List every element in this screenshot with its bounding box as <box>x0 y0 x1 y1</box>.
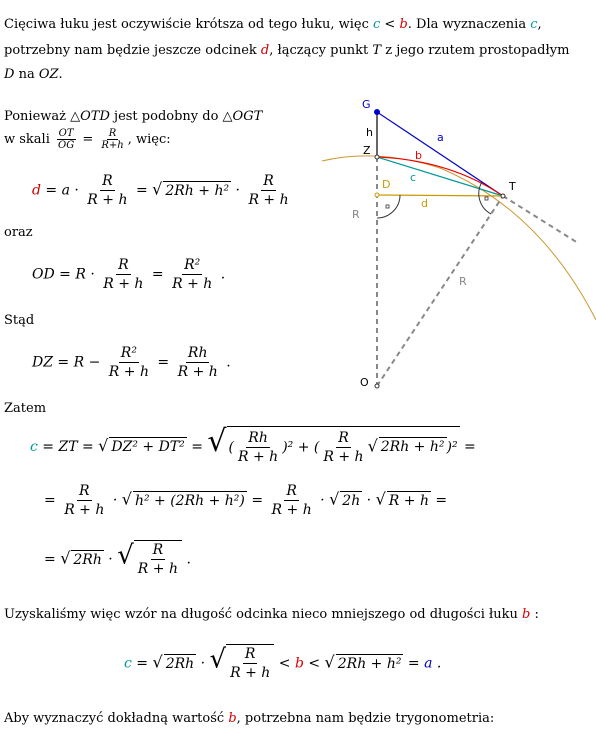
var-DZ: DZ <box>32 354 53 371</box>
var-c: c <box>373 17 381 32</box>
label-a: a <box>437 131 444 144</box>
radius-right-line <box>377 196 503 386</box>
text: potrzebny nam będzie jeszcze odcinek <box>4 43 261 58</box>
angle-dot-T <box>485 197 488 200</box>
radicand: 2Rh + h² <box>337 655 402 672</box>
text: Ponieważ △ <box>4 109 81 124</box>
denominator: R+h <box>101 140 124 151</box>
numerator: R <box>102 173 113 189</box>
var-c: c <box>30 439 38 455</box>
numerator: Rh <box>248 429 268 446</box>
sqrt-icon: √ <box>98 436 109 455</box>
eq-text: . <box>182 551 191 568</box>
zatem-text: Zatem <box>4 401 47 416</box>
para2-line2: w skali $\frac{OT}{OG}$ = $\frac{R}{R+h}$ , więc: <box>4 128 171 151</box>
eq-text: . <box>216 266 226 283</box>
numerator: OT <box>58 128 74 139</box>
numerator: Rh <box>187 345 208 361</box>
denominator: R + h <box>271 502 312 518</box>
text: . <box>58 67 63 82</box>
var-OGT: OGT <box>232 109 263 124</box>
var-b: b <box>522 607 531 622</box>
label-R-left: R <box>352 208 360 221</box>
point-Z <box>375 155 379 159</box>
tangent-dashed-line <box>503 196 578 243</box>
text: na <box>14 67 39 82</box>
label-O: O <box>360 376 369 389</box>
radicand: 2h <box>342 492 361 509</box>
denominator: R + h <box>64 502 105 518</box>
label-d: d <box>421 197 428 210</box>
text: w skali <box>4 132 55 147</box>
earth-arc <box>322 156 596 320</box>
sqrt-icon: √ <box>60 548 71 568</box>
text: Uzyskaliśmy więc wzór na długość odcinka nieco mniejszego od długości łuku <box>4 607 522 622</box>
eq-text: = <box>152 354 174 371</box>
eq-text: = <box>186 439 208 455</box>
var-OD: OD <box>32 266 55 283</box>
text: : <box>530 607 539 622</box>
eq-text: = <box>131 655 153 672</box>
label-D: D <box>382 178 391 191</box>
var-T: T <box>372 43 382 58</box>
denominator: R + h <box>108 364 149 380</box>
point-D <box>375 193 379 197</box>
sqrt-icon: √ <box>152 652 163 672</box>
denominator: R + h <box>323 448 364 465</box>
var-b: b <box>294 655 304 672</box>
denominator: R + h <box>87 192 128 208</box>
text: , łączący punkt <box>269 43 373 58</box>
var-d: d <box>32 182 41 199</box>
text: z jego rzutem prostopadłym <box>381 43 570 58</box>
numerator: R <box>79 483 90 499</box>
text: < <box>380 17 400 32</box>
numerator: R <box>286 483 297 499</box>
text: Aby wyznaczyć dokładną wartość <box>4 711 229 726</box>
text: jest podobny do △ <box>109 109 233 124</box>
text: , potrzebna nam będzie trygonometria: <box>236 711 495 726</box>
eq-text: < <box>303 655 325 672</box>
segment-a <box>377 112 503 196</box>
point-T <box>501 194 505 198</box>
radicand: 2Rh + h² <box>380 439 445 455</box>
stad-text: Stąd <box>4 313 35 328</box>
text: . Dla wyznaczenia <box>407 17 531 32</box>
radicand: R + h <box>388 492 429 509</box>
denominator: R + h <box>177 364 218 380</box>
sqrt-icon: √ <box>367 436 378 455</box>
equation-c2: = $\frac{R}{R + h}$ · √ h² + (2Rh + h²) = $\frac{R}{R + h}$ · √ 2h · √ R + h = <box>44 483 448 518</box>
numerator: R² <box>184 257 201 273</box>
denominator: R + h <box>172 276 213 292</box>
eq-text: = R − <box>52 354 105 371</box>
radicand: 2Rh <box>165 655 195 672</box>
label-Z: Z <box>363 144 371 157</box>
label-T: T <box>509 180 516 193</box>
sqrt-icon: √ <box>152 179 163 199</box>
denominator: R + h <box>237 448 279 465</box>
var-b: b <box>399 17 408 32</box>
label-R-right: R <box>459 275 467 288</box>
eq-text: = <box>147 266 169 283</box>
point-G <box>374 109 380 115</box>
denominator: R + h <box>137 561 178 577</box>
denominator: R + h <box>103 276 144 292</box>
sqrt-icon: √ <box>207 424 227 459</box>
eq-text: . <box>432 655 442 672</box>
eq-text: = <box>44 492 61 509</box>
angle-dot-D <box>386 205 389 208</box>
var-a: a <box>424 655 433 672</box>
eq-text: < <box>274 655 295 672</box>
equation-c3: = √ 2Rh · √ $\frac{R}{R + h}$ . <box>44 540 191 577</box>
sqrt-icon: √ <box>324 652 335 672</box>
equation-final: c = √ 2Rh · √ $\frac{R}{R + h}$ < b < √ 2Rh + h² = a . <box>124 644 442 681</box>
big-radicand: ( $\frac{Rh}{R + h}$ )² + ( $\frac{R}{R + h}$ √ 2Rh + h² )² <box>227 426 460 466</box>
angle-mark-D <box>377 195 400 218</box>
text: , więc: <box>127 132 171 147</box>
eq-text: = ZT = <box>37 439 99 455</box>
eq-text: · <box>231 182 245 199</box>
var-D: D <box>4 67 15 82</box>
radicand: 2Rh <box>73 551 102 568</box>
label-b: b <box>415 149 422 162</box>
var-d: d <box>260 43 270 58</box>
segment-d <box>377 195 503 196</box>
eq-text: = <box>44 551 61 568</box>
label-c: c <box>410 171 417 184</box>
label-h: h <box>366 126 373 139</box>
sqrt-icon: √ <box>117 540 134 571</box>
denominator: OG <box>58 140 75 151</box>
denominator: R + h <box>230 665 271 681</box>
eq-text: = <box>246 492 268 509</box>
radicand: h² + (2Rh + h²) <box>134 492 245 509</box>
numerator: R <box>108 128 117 139</box>
eq-text: = <box>131 182 153 199</box>
var-b: b <box>228 711 237 726</box>
oraz-text: oraz <box>4 225 33 240</box>
numerator: R <box>152 542 164 558</box>
radicand: 2Rh + h² <box>165 182 230 199</box>
numerator: R <box>244 646 256 662</box>
eq-text: = <box>430 492 448 509</box>
sqrt-icon: √ <box>209 644 227 675</box>
numerator: R <box>338 429 349 446</box>
eq-text: = R · <box>54 266 100 283</box>
eq-text: . <box>221 354 231 371</box>
text: Cięciwa łuku jest oczywiście krótsza od tego łuku, więc <box>4 17 374 32</box>
eq-text: = <box>459 439 476 455</box>
var-OZ: OZ <box>38 67 59 82</box>
numerator: R <box>263 173 274 189</box>
sqrt-icon: √ <box>329 489 340 509</box>
numerator: R² <box>120 345 137 361</box>
var-OTD: OTD <box>80 109 110 124</box>
eq-text: = a · <box>40 182 84 199</box>
var-c: c <box>530 17 538 32</box>
var-c: c <box>124 655 132 672</box>
text: , <box>537 17 542 32</box>
eq-text: = <box>403 655 425 672</box>
denominator: R + h <box>248 192 289 208</box>
segment-c <box>377 157 503 196</box>
label-G: G <box>362 98 371 111</box>
sqrt-icon: √ <box>375 489 386 509</box>
point-O <box>375 384 379 388</box>
radicand: DZ² + DT² <box>111 439 185 455</box>
numerator: R <box>118 257 129 273</box>
sqrt-icon: √ <box>121 489 132 509</box>
